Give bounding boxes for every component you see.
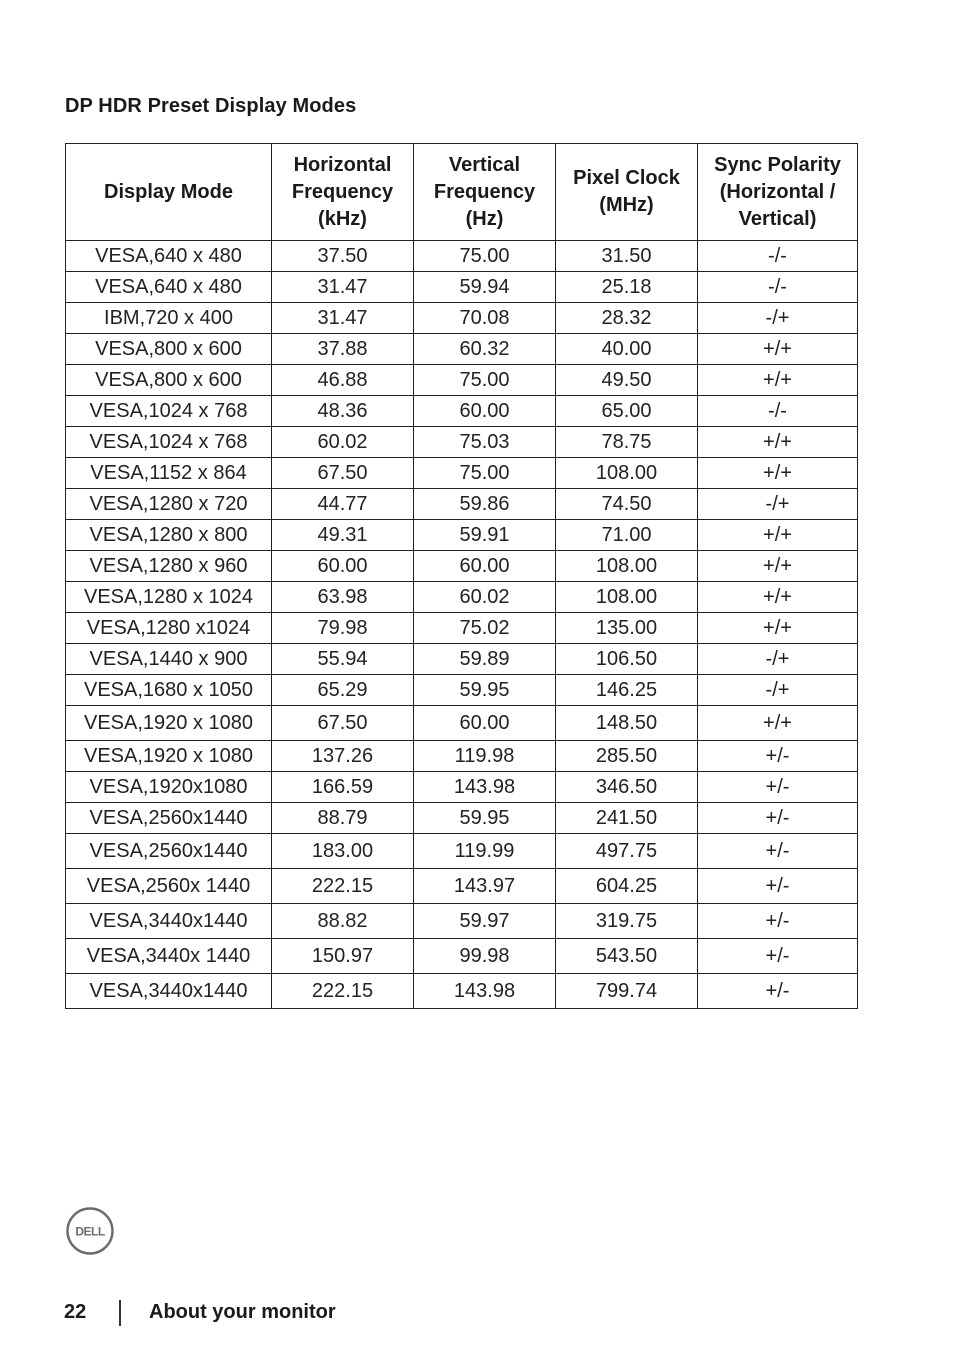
table-cell: 75.00 <box>414 241 556 272</box>
table-cell: +/- <box>698 939 858 974</box>
table-cell: VESA,1280 x1024 <box>66 613 272 644</box>
table-cell: 55.94 <box>272 644 414 675</box>
table-row <box>66 334 858 365</box>
table-cell: 59.97 <box>414 904 556 939</box>
table-cell: 222.15 <box>272 974 414 1009</box>
table-cell: -/- <box>698 241 858 272</box>
table-row <box>66 272 858 303</box>
table-cell: VESA,3440x 1440 <box>66 939 272 974</box>
table-cell: 60.00 <box>272 551 414 582</box>
table-cell: 70.08 <box>414 303 556 334</box>
table-cell: +/+ <box>698 613 858 644</box>
table-cell: 60.00 <box>414 706 556 741</box>
table-cell: 31.47 <box>272 303 414 334</box>
column-header-line: Vertical) <box>738 207 817 230</box>
table-header-row <box>66 144 858 241</box>
column-header-line: Sync Polarity <box>714 153 841 176</box>
table-row <box>66 613 858 644</box>
table-row <box>66 939 858 974</box>
table-cell: 59.94 <box>414 272 556 303</box>
table-cell: +/+ <box>698 551 858 582</box>
table-cell: 60.00 <box>414 396 556 427</box>
table-cell: 65.29 <box>272 675 414 706</box>
dell-logo-text: DELL <box>75 1224 105 1239</box>
dell-logo-icon <box>66 1207 114 1255</box>
table-cell: VESA,1152 x 864 <box>66 458 272 489</box>
table-cell: -/- <box>698 272 858 303</box>
table-cell: 37.50 <box>272 241 414 272</box>
table-cell: VESA,640 x 480 <box>66 241 272 272</box>
table-cell: 59.89 <box>414 644 556 675</box>
column-header-line: Horizontal <box>293 153 392 176</box>
table-cell: 604.25 <box>556 869 698 904</box>
table-row <box>66 520 858 551</box>
table-cell: 63.98 <box>272 582 414 613</box>
column-header-2 <box>272 144 414 241</box>
table-cell: VESA,1280 x 1024 <box>66 582 272 613</box>
table-cell: -/+ <box>698 675 858 706</box>
table-cell: 40.00 <box>556 334 698 365</box>
table-cell: VESA,1280 x 960 <box>66 551 272 582</box>
table-cell: +/+ <box>698 582 858 613</box>
table-cell: VESA,640 x 480 <box>66 272 272 303</box>
table-cell: 75.02 <box>414 613 556 644</box>
table-cell: VESA,3440x1440 <box>66 904 272 939</box>
section-title: DP HDR Preset Display Modes <box>65 95 357 117</box>
table-cell: 49.31 <box>272 520 414 551</box>
column-header-line: Display Mode <box>104 180 233 203</box>
table-row <box>66 241 858 272</box>
table-cell: 241.50 <box>556 803 698 834</box>
table-row <box>66 396 858 427</box>
table-row <box>66 834 858 869</box>
table-cell: 67.50 <box>272 706 414 741</box>
table-cell: +/+ <box>698 365 858 396</box>
table-cell: VESA,1280 x 800 <box>66 520 272 551</box>
table-cell: 74.50 <box>556 489 698 520</box>
column-header-line: Pixel Clock <box>573 167 680 189</box>
table-row <box>66 427 858 458</box>
column-header-line: (Horizontal / <box>719 180 836 203</box>
table-cell: 28.32 <box>556 303 698 334</box>
table-cell: 108.00 <box>556 551 698 582</box>
table-cell: VESA,2560x 1440 <box>66 869 272 904</box>
table-cell: VESA,2560x1440 <box>66 834 272 869</box>
table-cell: 71.00 <box>556 520 698 551</box>
table-cell: +/- <box>698 869 858 904</box>
column-header-3 <box>414 144 556 241</box>
table-cell: 75.00 <box>414 458 556 489</box>
table-row <box>66 582 858 613</box>
table-cell: VESA,1920 x 1080 <box>66 741 272 772</box>
table-body <box>66 241 858 1009</box>
table-row <box>66 974 858 1009</box>
table-cell: VESA,1024 x 768 <box>66 396 272 427</box>
table-cell: VESA,1920x1080 <box>66 772 272 803</box>
table-cell: 319.75 <box>556 904 698 939</box>
table-cell: 48.36 <box>272 396 414 427</box>
table-cell: 108.00 <box>556 458 698 489</box>
table-cell: 79.98 <box>272 613 414 644</box>
table-cell: 60.00 <box>414 551 556 582</box>
table-row <box>66 904 858 939</box>
table-cell: VESA,1920 x 1080 <box>66 706 272 741</box>
table-cell: 799.74 <box>556 974 698 1009</box>
table-cell: VESA,3440x1440 <box>66 974 272 1009</box>
table-cell: 166.59 <box>272 772 414 803</box>
table-cell: 44.77 <box>272 489 414 520</box>
table-cell: -/+ <box>698 303 858 334</box>
table-cell: 75.03 <box>414 427 556 458</box>
table-cell: 65.00 <box>556 396 698 427</box>
table-cell: 119.99 <box>414 834 556 869</box>
table-row <box>66 458 858 489</box>
table-cell: VESA,1680 x 1050 <box>66 675 272 706</box>
table-cell: -/+ <box>698 489 858 520</box>
table-cell: -/+ <box>698 644 858 675</box>
table-cell: 135.00 <box>556 613 698 644</box>
table-cell: 59.91 <box>414 520 556 551</box>
table-cell: 75.00 <box>414 365 556 396</box>
table-cell: 59.95 <box>414 803 556 834</box>
table-cell: IBM,720 x 400 <box>66 303 272 334</box>
table-cell: 143.97 <box>414 869 556 904</box>
table-row <box>66 803 858 834</box>
table-cell: +/+ <box>698 706 858 741</box>
column-header-line: Frequency <box>433 180 536 203</box>
table-cell: 31.50 <box>556 241 698 272</box>
table-cell: VESA,800 x 600 <box>66 365 272 396</box>
table-cell: +/- <box>698 834 858 869</box>
page-number: 22 <box>64 1301 87 1323</box>
table-cell: 59.86 <box>414 489 556 520</box>
table-cell: 25.18 <box>556 272 698 303</box>
table-cell: 543.50 <box>556 939 698 974</box>
table-cell: 46.88 <box>272 365 414 396</box>
table-cell: VESA,1024 x 768 <box>66 427 272 458</box>
table-cell: 119.98 <box>414 741 556 772</box>
table-cell: 285.50 <box>556 741 698 772</box>
table-cell: 60.02 <box>414 582 556 613</box>
table-cell: 143.98 <box>414 772 556 803</box>
table-cell: 88.82 <box>272 904 414 939</box>
table-cell: 148.50 <box>556 706 698 741</box>
table-cell: +/- <box>698 974 858 1009</box>
table-row <box>66 675 858 706</box>
table-cell: 150.97 <box>272 939 414 974</box>
table-cell: 59.95 <box>414 675 556 706</box>
table-row <box>66 489 858 520</box>
table-cell: 88.79 <box>272 803 414 834</box>
table-cell: 99.98 <box>414 939 556 974</box>
table-row <box>66 869 858 904</box>
column-header-line: Frequency <box>291 180 394 203</box>
table-cell: +/- <box>698 741 858 772</box>
table-row <box>66 772 858 803</box>
footer-divider <box>119 1300 121 1326</box>
table-row <box>66 706 858 741</box>
table-row <box>66 365 858 396</box>
table-cell: +/- <box>698 772 858 803</box>
column-header-line: (MHz) <box>599 194 654 216</box>
table-cell: +/- <box>698 803 858 834</box>
table-cell: +/+ <box>698 427 858 458</box>
table-cell: 106.50 <box>556 644 698 675</box>
column-header-5 <box>698 144 858 241</box>
table-cell: 146.25 <box>556 675 698 706</box>
table-row <box>66 741 858 772</box>
table-cell: VESA,1280 x 720 <box>66 489 272 520</box>
table-cell: +/+ <box>698 520 858 551</box>
table-cell: 137.26 <box>272 741 414 772</box>
table-cell: 60.32 <box>414 334 556 365</box>
table-cell: VESA,800 x 600 <box>66 334 272 365</box>
table-row <box>66 644 858 675</box>
table-cell: 346.50 <box>556 772 698 803</box>
column-header-4 <box>556 144 698 241</box>
column-header-line: (Hz) <box>465 207 504 230</box>
display-modes-table <box>65 143 858 1009</box>
table-cell: 143.98 <box>414 974 556 1009</box>
table-cell: -/- <box>698 396 858 427</box>
table-cell: 497.75 <box>556 834 698 869</box>
table-cell: 108.00 <box>556 582 698 613</box>
table-cell: 60.02 <box>272 427 414 458</box>
table-cell: +/+ <box>698 458 858 489</box>
table-cell: 183.00 <box>272 834 414 869</box>
column-header-1 <box>66 144 272 241</box>
table-cell: VESA,1440 x 900 <box>66 644 272 675</box>
table-row <box>66 551 858 582</box>
column-header-line: Vertical <box>448 153 521 176</box>
chapter-title: About your monitor <box>149 1301 336 1323</box>
table-cell: 49.50 <box>556 365 698 396</box>
column-header-line: (kHz) <box>318 207 367 230</box>
table-row <box>66 303 858 334</box>
table-cell: VESA,2560x1440 <box>66 803 272 834</box>
table-cell: 31.47 <box>272 272 414 303</box>
table-cell: 37.88 <box>272 334 414 365</box>
table-cell: 222.15 <box>272 869 414 904</box>
table-cell: 78.75 <box>556 427 698 458</box>
table-cell: +/+ <box>698 334 858 365</box>
table-cell: +/- <box>698 904 858 939</box>
table-cell: 67.50 <box>272 458 414 489</box>
